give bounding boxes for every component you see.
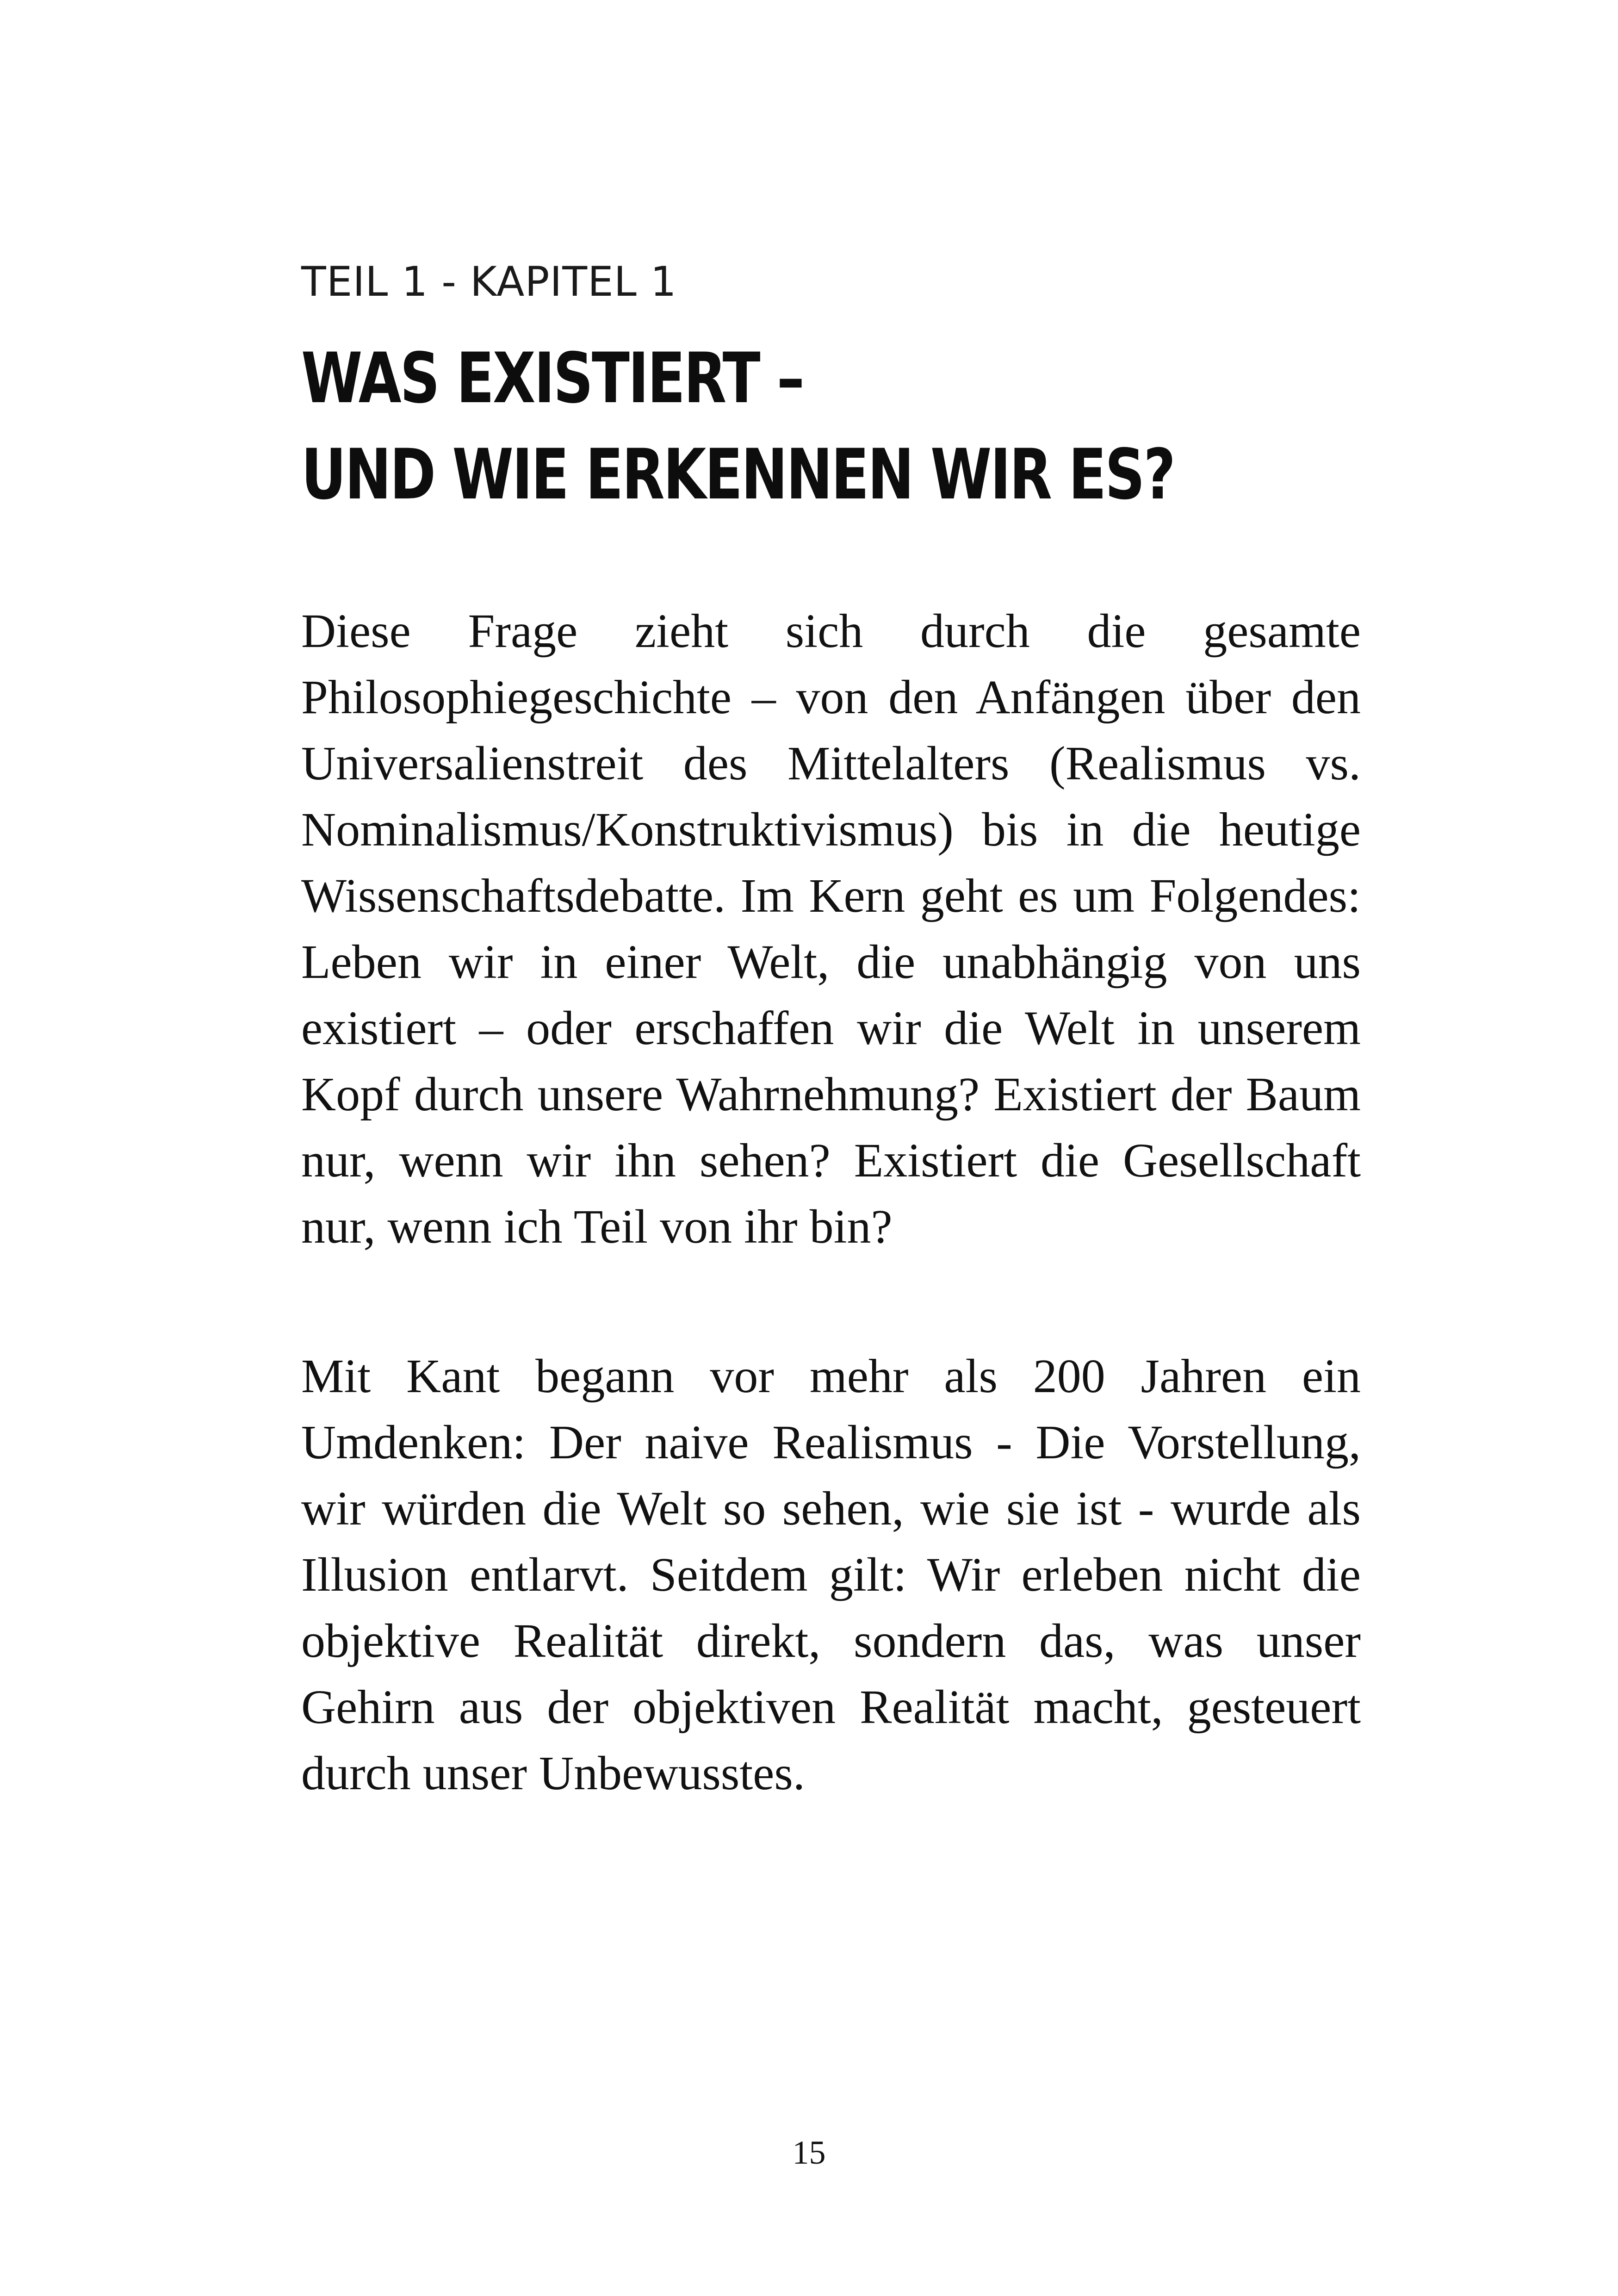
chapter-title xyxy=(301,330,1338,523)
page-number: 15 xyxy=(792,2134,826,2171)
paragraph-2: Mit Kant begann vor mehr als 200 Jahren ein Umdenken: Der naive Realismus - Die Vorstellung, wir würden die Welt so sehen, wie sie ist - wurde als Illusion entlarvt. Seitdem gilt: Wir erleben nicht die objektive Realität direkt, sondern das, was unser Gehirn aus der objektiven Realität macht, gesteuert durch unser Unbewusstes. xyxy=(301,1349,1361,1800)
part-chapter-label: TEIL 1 - KAPITEL 1 xyxy=(301,258,677,305)
chapter-title-line-2: UND WIE ERKENNEN WIR ES? xyxy=(301,434,1174,515)
paragraph-1: Diese Frage zieht sich durch die gesamte Philosophiegeschichte – von den Anfängen über den Universalienstreit des Mittelalters (Realismus vs. Nominalismus/Konstruktivismus) bis in die heutige Wissenschaftsdebatte. Im Kern geht es um Folgendes: Leben wir in einer Welt, die unabhängig von uns existiert – oder erschaffen wir die Welt in unserem Kopf durch unsere Wahrnehmung? Existiert der Baum nur, wenn wir ihn sehen? Existiert die Gesellschaft nur, wenn ich Teil von ihr bin? xyxy=(301,604,1361,1253)
body-text xyxy=(301,598,1361,1806)
page-content xyxy=(301,257,1361,1806)
chapter-title-line-1: WAS EXISTIERT – xyxy=(301,338,803,419)
